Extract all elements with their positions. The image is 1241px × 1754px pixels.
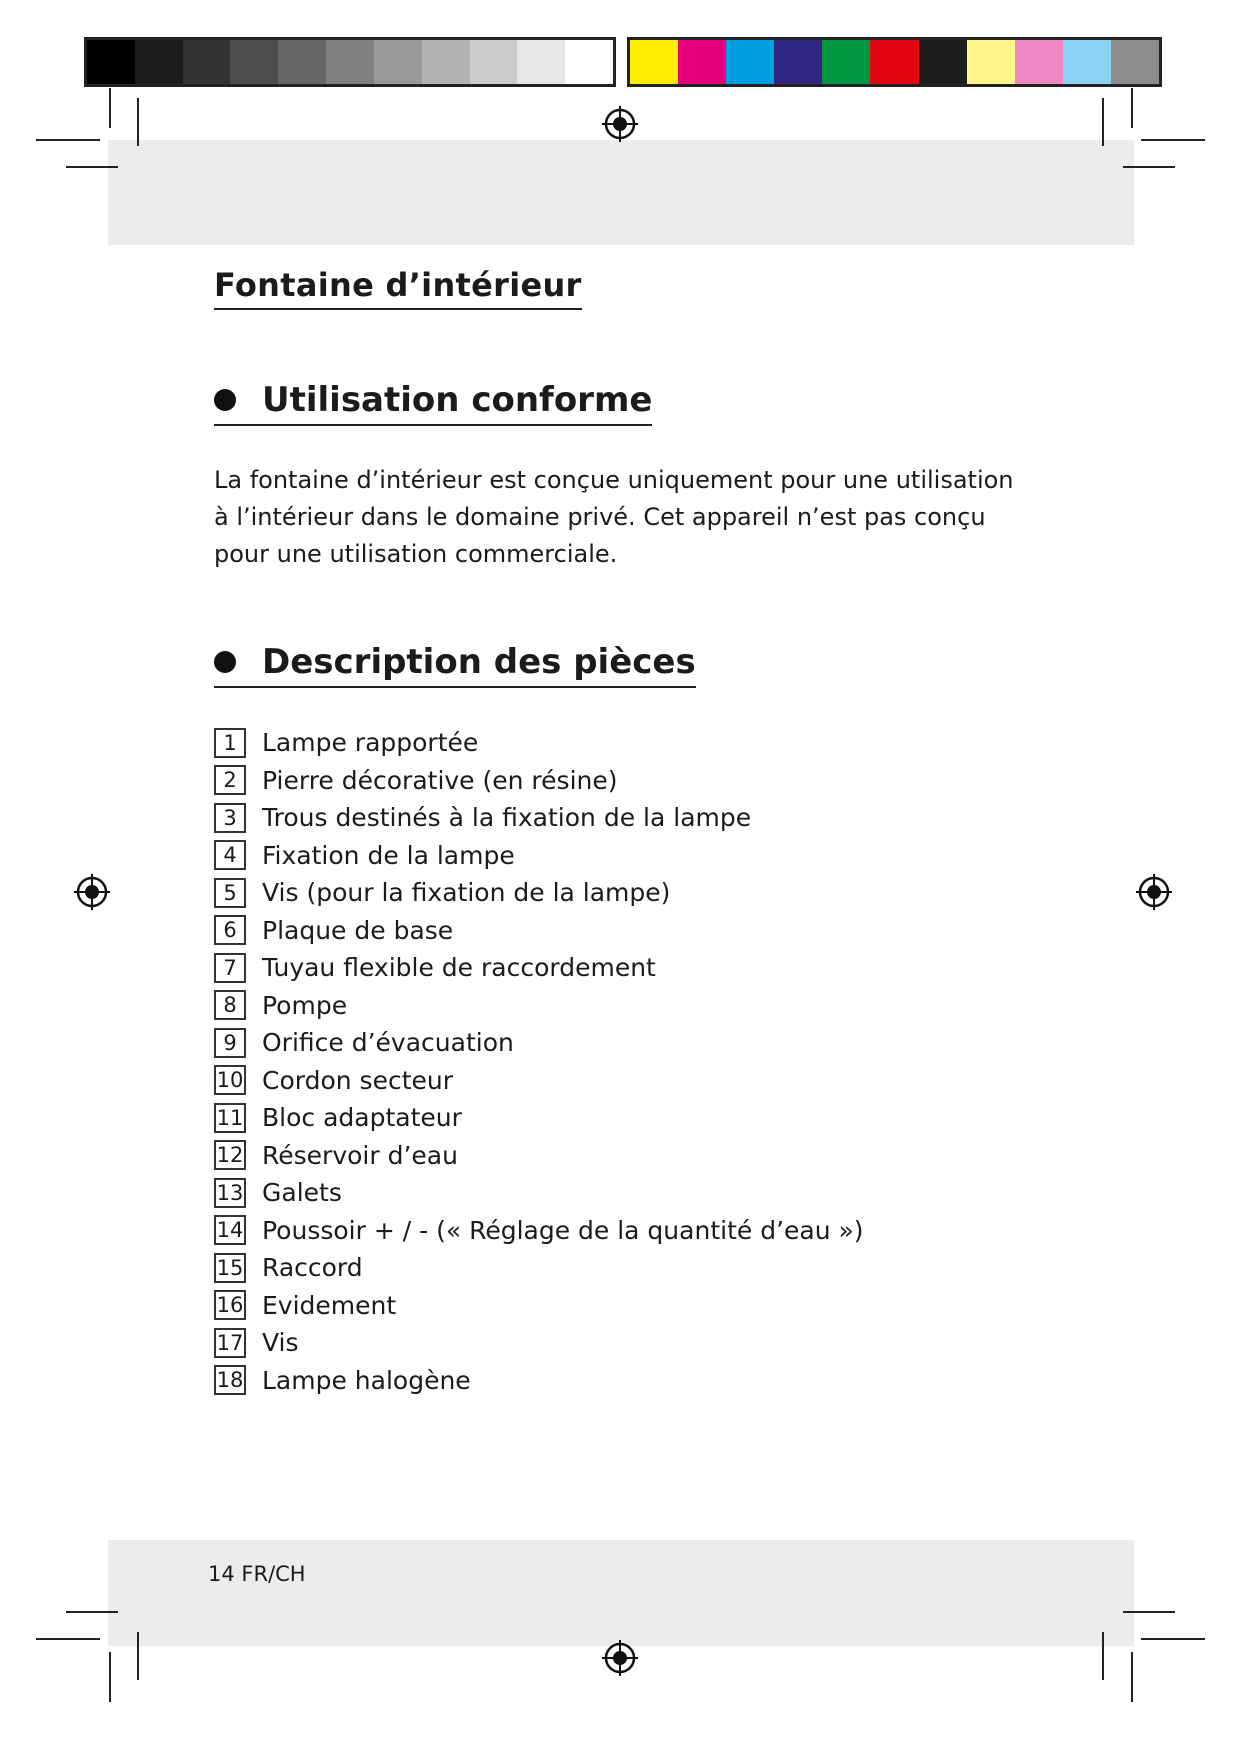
gray-swatch: [422, 40, 470, 84]
part-label: Lampe rapportée: [262, 728, 479, 758]
page-footer: 14 FR/CH: [208, 1562, 306, 1586]
color-swatch: [726, 40, 774, 84]
color-swatch: [630, 40, 678, 84]
part-number: 3: [214, 803, 246, 833]
list-item: [214, 1062, 864, 1100]
registration-mark-icon: [72, 872, 112, 912]
crop-mark: [109, 88, 111, 128]
list-item: [214, 1099, 864, 1137]
parts-list: [214, 724, 864, 1399]
part-number: 4: [214, 840, 246, 870]
header-band: [108, 140, 1134, 245]
part-label: Cordon secteur: [262, 1065, 454, 1095]
crop-mark: [109, 1652, 111, 1702]
registration-mark-icon: [1134, 872, 1174, 912]
part-number: 13: [214, 1178, 246, 1208]
part-number: 8: [214, 990, 246, 1020]
part-label: Vis (pour la fixation de la lampe): [262, 878, 671, 908]
gray-swatch: [326, 40, 374, 84]
part-label: Bloc adaptateur: [262, 1103, 462, 1133]
crop-mark: [137, 1632, 139, 1680]
part-label: Pompe: [262, 990, 348, 1020]
color-swatch: [1111, 40, 1159, 84]
usage-paragraph: La fontaine d’intérieur est conçue uniquement pour une utilisation à l’intérieur dans le domaine privé. Cet appareil n’est pas conçu pour une utilisation commerciale.: [214, 466, 1014, 568]
part-number: 15: [214, 1253, 246, 1283]
bullet-icon: [214, 389, 236, 411]
list-item: [214, 874, 864, 912]
part-label: Vis: [262, 1328, 299, 1358]
registration-mark-icon: [600, 104, 640, 144]
part-label: Plaque de base: [262, 915, 454, 945]
color-swatch: [678, 40, 726, 84]
part-number: 10: [214, 1065, 246, 1095]
list-item: [214, 837, 864, 875]
part-label: Trous destinés à la fixation de la lampe: [262, 803, 752, 833]
part-number: 12: [214, 1140, 246, 1170]
color-calibration-bar: [627, 37, 1162, 87]
list-item: [214, 1287, 864, 1325]
list-item: [214, 1324, 864, 1362]
part-label: Pierre décorative (en résine): [262, 765, 618, 795]
part-label: Poussoir + / - (« Réglage de la quantité d’eau »): [262, 1215, 864, 1245]
part-label: Galets: [262, 1178, 342, 1208]
section-heading-usage: [214, 380, 652, 426]
list-item: [214, 912, 864, 950]
list-item: [214, 1174, 864, 1212]
footer-band: [108, 1540, 1134, 1646]
page-title: Fontaine d’intérieur: [214, 266, 582, 310]
color-swatch: [774, 40, 822, 84]
part-number: 16: [214, 1290, 246, 1320]
bullet-icon: [214, 651, 236, 673]
part-number: 7: [214, 953, 246, 983]
crop-mark: [1141, 1638, 1205, 1640]
list-item: [214, 762, 864, 800]
gray-swatch: [278, 40, 326, 84]
list-item: [214, 1024, 864, 1062]
list-item: [214, 1212, 864, 1250]
gray-swatch: [183, 40, 231, 84]
crop-mark: [137, 98, 139, 146]
crop-mark: [1102, 1632, 1104, 1680]
gray-swatch: [565, 40, 613, 84]
crop-mark: [1123, 1611, 1175, 1613]
part-label: Evidement: [262, 1290, 397, 1320]
grayscale-calibration-bar: [84, 37, 616, 87]
section-heading-parts-text: Description des pièces: [262, 642, 696, 682]
color-swatch: [967, 40, 1015, 84]
part-label: Orifice d’évacuation: [262, 1028, 514, 1058]
part-label: Tuyau flexible de raccordement: [262, 953, 656, 983]
crop-mark: [66, 1611, 118, 1613]
part-number: 2: [214, 765, 246, 795]
list-item: [214, 724, 864, 762]
part-label: Fixation de la lampe: [262, 840, 515, 870]
crop-mark: [1131, 88, 1133, 128]
section-heading-parts: [214, 642, 696, 688]
gray-swatch: [517, 40, 565, 84]
color-swatch: [1063, 40, 1111, 84]
part-number: 1: [214, 728, 246, 758]
crop-mark: [36, 1638, 100, 1640]
gray-swatch: [230, 40, 278, 84]
list-item: [214, 799, 864, 837]
gray-swatch: [135, 40, 183, 84]
list-item: [214, 1137, 864, 1175]
list-item: [214, 949, 864, 987]
gray-swatch: [374, 40, 422, 84]
registration-mark-icon: [600, 1638, 640, 1678]
part-label: Lampe halogène: [262, 1365, 471, 1395]
list-item: [214, 1249, 864, 1287]
part-number: 18: [214, 1365, 246, 1395]
crop-mark: [36, 139, 100, 141]
color-swatch: [870, 40, 918, 84]
gray-swatch: [87, 40, 135, 84]
gray-swatch: [470, 40, 518, 84]
color-swatch: [1015, 40, 1063, 84]
crop-mark: [1131, 1652, 1133, 1702]
crop-mark: [66, 166, 118, 168]
part-number: 5: [214, 878, 246, 908]
color-swatch: [822, 40, 870, 84]
list-item: [214, 1362, 864, 1400]
crop-mark: [1102, 98, 1104, 146]
part-label: Réservoir d’eau: [262, 1140, 458, 1170]
part-number: 6: [214, 915, 246, 945]
part-number: 11: [214, 1103, 246, 1133]
list-item: [214, 987, 864, 1025]
crop-mark: [1141, 139, 1205, 141]
color-swatch: [919, 40, 967, 84]
part-number: 9: [214, 1028, 246, 1058]
part-label: Raccord: [262, 1253, 363, 1283]
part-number: 17: [214, 1328, 246, 1358]
section-heading-usage-text: Utilisation conforme: [262, 380, 653, 420]
crop-mark: [1123, 166, 1175, 168]
part-number: 14: [214, 1215, 246, 1245]
